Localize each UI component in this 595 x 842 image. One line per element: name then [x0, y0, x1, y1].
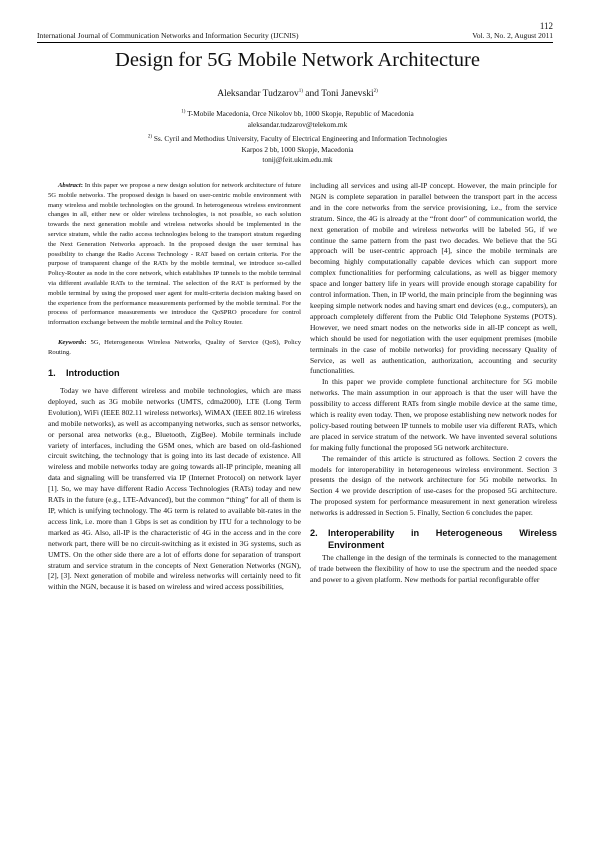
journal-name: International Journal of Communication Networks and Information Security (IJCNIS)	[37, 31, 299, 40]
author-conjunction: and	[305, 89, 320, 99]
section-2-paragraph: The challenge in the design of the terminals is connected to the management of trade between the flexibility of how to use the spectrum and the needed space and power to a given platform. New methods for partial reconfigurable offer	[310, 553, 557, 584]
paragraph-contribution: In this paper we provide complete functional architecture for 5G mobile networks. The main assumption in our approach is that the user will have the possibility to access different RATs from single mobile device at the same time, which is reality even today. Then, we propose establishing new network nodes for policy-based routing between IP tunnels to mobile user via different RATs, which are placed in service stratum of the network. We have invented several solutions for making fully functional the proposed 5G network architecture.	[310, 377, 557, 452]
section-2-title: Interoperability in Heterogeneous Wireless Environment	[328, 528, 557, 550]
left-column	[48, 181, 301, 593]
affiliation-2-marker: 2)	[147, 134, 152, 140]
author-2-marker: 2)	[373, 88, 378, 94]
abstract-label: Abstract	[58, 182, 81, 189]
affiliation-2	[0, 134, 595, 166]
affiliation-2-address	[0, 134, 595, 145]
affiliation-1	[0, 109, 595, 130]
affiliation-1-email[interactable]: aleksandar.tudzarov@telekom.mk	[247, 119, 348, 129]
affiliation-2-email[interactable]: tonij@feit.ukim.edu.mk	[262, 155, 333, 165]
author-1: Aleksandar Tudzarov	[217, 89, 299, 99]
section-1-paragraph: Today we have different wireless and mobile technologies, which are mass deployed, such as 3G mobile networks (UMTS, cdma2000), LTE (Long Term Evolution), WiFi (IEEE 802.11 wireless networks), WiMAX (IEEE 802.16 wireless and mobile networks), as well as accompanying networks, such as sensor networks, or personal area networks (e.g., Bluetooth, ZigBee). Mobile terminals include variety of interfaces, including the GSM ones, which are based on old-fashioned circuit switching, the technology that is going into its last decade of existence. All wireless and mobile networks today are going towards all-IP principle, meaning all data and signaling will be transferred via IP (Internet Protocol) on network layer [1]. So, we may have different Radio Access Technologies (RATs) today and new RATs in the future (e.g., LTE-Advanced), but the common “thing” for all of them is IP, which is unifying technology. The 4G term is related to available bit-rates in the access link, i.e. more than 1 Gbps is set as condition by ITU for a technology to be marked as 4G. Also, all-IP is the characteristic of 4G in the access and in the core network part, there will be no circuit-switching as it existed in 3G systems, such as UMTS. On the other side there are a lot of efforts done for separation of transport stratum and service stratum in the concepts of Next Generation Networks (NGN), [2], [3]. Next generation of mobile and wireless networks will certainly need to fit within the NGN, because it is based on wireless and wired access possibilities,	[48, 386, 301, 592]
volume-info: Vol. 3, No. 2, August 2011	[472, 31, 553, 40]
affiliation-1-text: T-Mobile Macedonia, Orce Nikolov bb, 1000 Skopje, Republic of Macedonia	[187, 109, 414, 118]
page-number: 112	[539, 21, 553, 31]
author-2: Toni Janevski	[321, 89, 374, 99]
paper-title: Design for 5G Mobile Network Architecture	[115, 49, 480, 71]
affiliation-1-marker: 1)	[181, 109, 186, 115]
abstract	[48, 181, 301, 328]
keywords	[48, 338, 301, 358]
paragraph-structure: The remainder of this article is structured as follows. Section 2 covers the models for interoperability in heterogeneous wireless environment. Section 3 presents the design of the network architecture for 5G mobile networks. In Section 4 we provide description of use-cases for the proposed 5G architecture. The proposed system for performance measurement in next generation wireless networks is addressed in Section 5. Finally, Section 6 concludes the paper.	[310, 453, 557, 518]
keywords-colon: :	[84, 338, 87, 346]
keywords-text: 5G, Heterogeneous Wireless Networks, Quality of Service (QoS), Policy Routing.	[48, 338, 301, 356]
right-column	[310, 181, 557, 586]
section-1-heading	[48, 368, 301, 380]
running-header	[37, 31, 553, 43]
author-1-marker: 1)	[298, 88, 303, 94]
paragraph-continued: including all services and using all-IP concept. However, the main principle for NGN is complete separation in parallel between the transport part in the access and in the core networks from the service provisioning, i.e., from the service stratum. Since, the 4G is already at the “front door” of communication world, the next generation of mobile and wireless networks will be labeled 5G, if we continue the same pattern from the past two decades. We believe that the 5G approach will be user-centric approach [4], since the mobile terminals are becoming highly computationally capable devices which can support more complex functionalities for performing calculations, as well as bigger memory space and longer battery life in years will provide enough storage capability for control information. Then, in IP world, the main principle from the beginning was keeping simple network nodes and having smart end devices (e.g., computers), an approach completely different from the Public Old Telephone Systems (POTS). However, we need smart nodes on the networks side in all-IP concept as well, which should be used for negotiation with the user equipment premises (mobile terminals in the case of mobile networks) for providing necessary Quality of Service, as well as authentication, authorization, accounting and security functionalities.	[310, 181, 557, 376]
section-1-title: Introduction	[66, 367, 120, 378]
abstract-colon: :	[80, 182, 83, 189]
section-1-number: 1.	[48, 367, 56, 378]
affiliation-1-address	[0, 109, 595, 120]
keywords-label: Keywords	[58, 338, 85, 346]
affiliation-2-city: Karpos 2 bb, 1000 Skopje, Macedonia	[241, 144, 354, 154]
section-2-heading	[310, 528, 557, 551]
author-line	[0, 89, 595, 99]
section-2-number: 2.	[310, 528, 318, 539]
affiliation-2-text: Ss. Cyril and Methodius University, Faculty of Electrical Engineering and Information Technologies	[153, 134, 448, 143]
abstract-text: In this paper we propose a new design solution for network architecture of future 5G mobile networks. The proposed design is based on user-centric mobile environment with many wireless and mobile technologies on the ground. In heterogeneous wireless environment changes in all, either new or older wireless technologies, is not possible, so each solution towards the next generation mobile and wireless networks should be implemented in the service stratum, while the radio access technologies belong to the transport stratum regarding the Next Generation Networks approach. In the proposed design the user terminal has possibility to change the Radio Access Technology - RAT based on certain criteria. For the purpose of transparent change of the RATs by the mobile terminal, we introduce so-called Policy-Router as node in the core network, which establishes IP tunnels to the mobile terminal via different available RATs to the terminal. The selection of the RAT is performed by the mobile terminal by using the proposed user agent for multi-criteria decision making based on the experience from the performance measurements performed by the mobile terminal. For the process of performance measurements we introduce the QoSPRO procedure for control information exchange between the mobile terminal and the Policy Router.	[48, 182, 301, 327]
